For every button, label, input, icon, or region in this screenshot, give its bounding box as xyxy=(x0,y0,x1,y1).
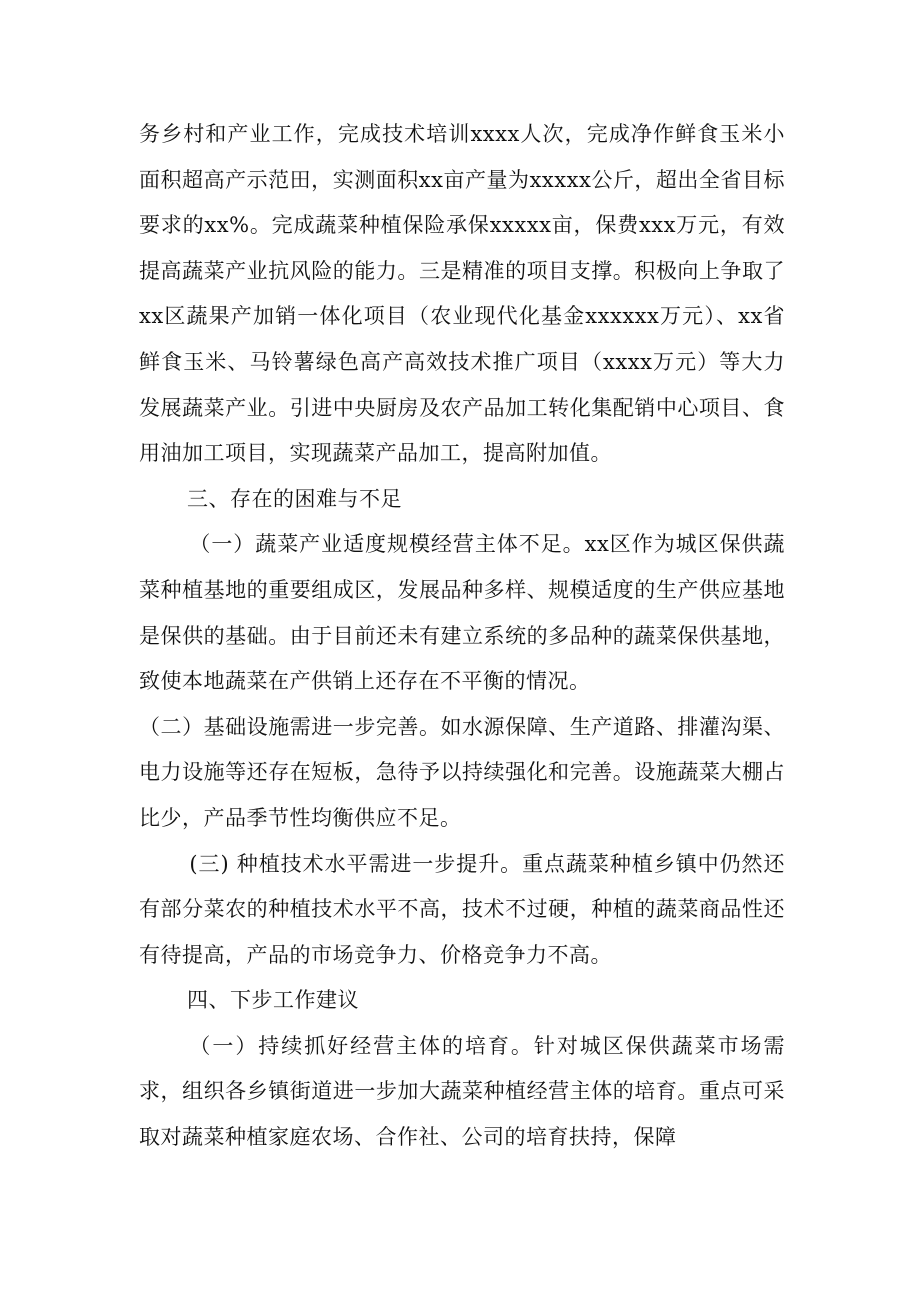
section-heading-difficulties: 三、存在的困难与不足 xyxy=(187,486,402,511)
paragraph-cultivate-operators: （一）持续抓好经营主体的培育。针对城区保供蔬菜市场需求，组织各乡镇街道进一步加大蔬菜种植经营主体的培育。重点可采取对蔬菜种植家庭农场、合作社、公司的培育扶持，保障 xyxy=(139,1033,785,1150)
paragraph-continuation: 务乡村和产业工作，完成技术培训xxxx人次，完成净作鲜食玉米小面积超高产示范田，实测面积xx亩产量为xxxxx公斤，超出全省目标要求的xx%。完成蔬菜种植保险承保xxxxx亩，保费xxx万元，有效提高蔬菜产业抗风险的能力。三是精准的项目支撑。积极向上争取了xx区蔬果产加销一体化项目（农业现代化基金xxxxxx万元）、xx省鲜食玉米、马铃薯绿色高产高效技术推广项目（xxxx万元）等大力发展蔬菜产业。引进中央厨房及农产品加工转化集配销中心项目、食用油加工项目，实现蔬菜产品加工，提高附加值。 xyxy=(139,122,785,466)
document-body xyxy=(139,112,785,1161)
paragraph-insufficient-operators: （一）蔬菜产业适度规模经营主体不足。xx区作为城区保供蔬菜种植基地的重要组成区，发展品种多样、规模适度的生产供应基地是保供的基础。由于目前还未有建立系统的多品种的蔬菜保供基地，致使本地蔬菜在产供销上还存在不平衡的情况。 xyxy=(139,532,785,694)
section-heading-suggestions: 四、下步工作建议 xyxy=(187,988,359,1013)
paragraph-technology-level: (三) 种植技术水平需进一步提升。重点蔬菜种植乡镇中仍然还有部分菜农的种植技术水平不高，技术不过硬，种植的蔬菜商品性还有待提高，产品的市场竞争力、价格竞争力不高。 xyxy=(139,851,785,967)
paragraph-infrastructure: （二）基础设施需进一步完善。如水源保障、生产道路、排灌沟渠、电力设施等还存在短板，急待予以持续强化和完善。设施蔬菜大棚占比少，产品季节性均衡供应不足。 xyxy=(139,714,785,830)
